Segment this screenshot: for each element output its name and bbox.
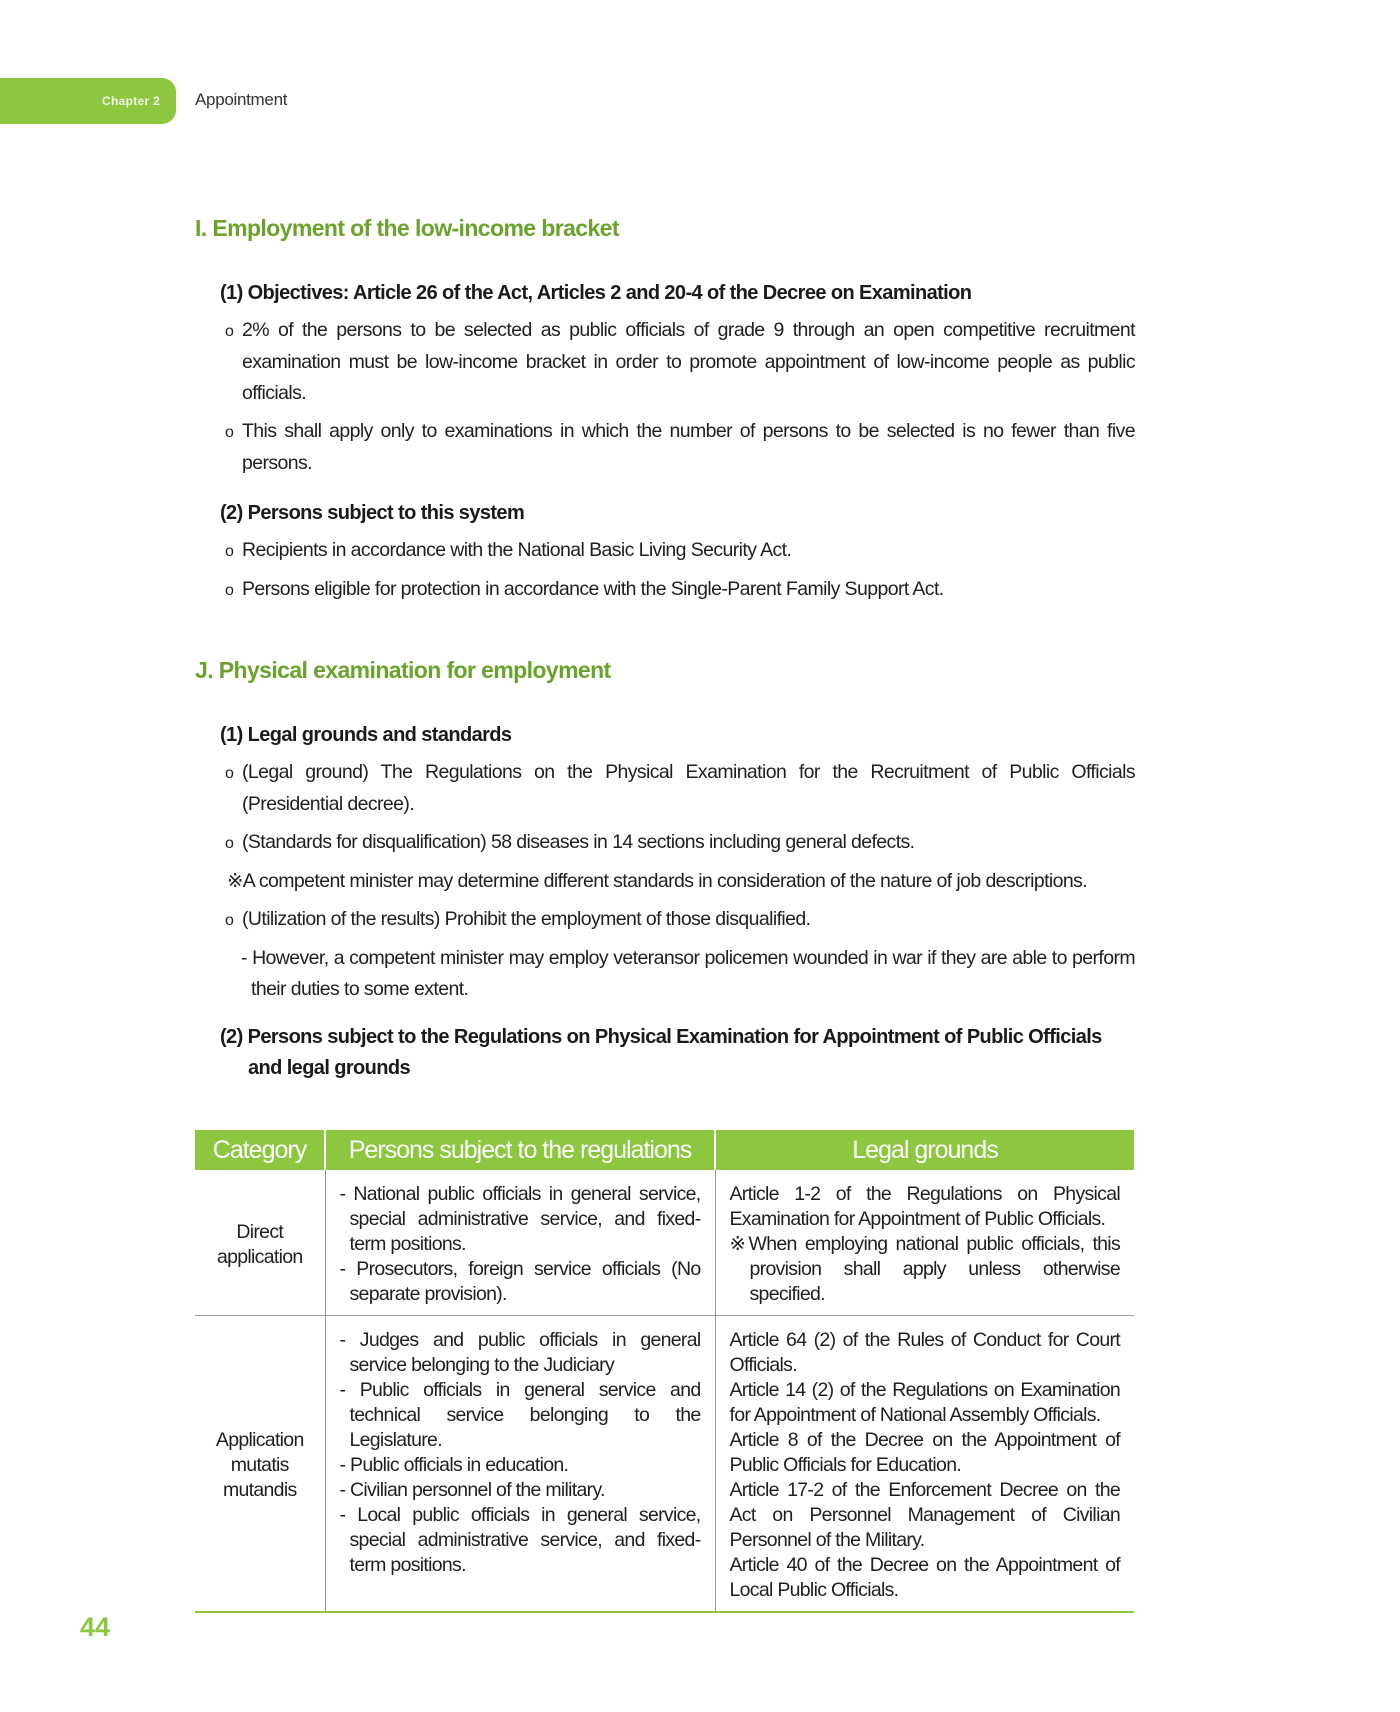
list-item: Article 40 of the Decree on the Appointment of Local Public Officials.	[729, 1554, 1120, 1601]
bullet-item: o This shall apply only to examinations in which the number of persons to be selected is no fewer than five persons.	[225, 416, 1135, 479]
bullet-mark: o	[225, 424, 234, 441]
section-i-subtitle-1: (1) Objectives: Article 26 of the Act, Articles 2 and 20-4 of the Decree on Examination	[220, 282, 972, 304]
list-item: Article 64 (2) of the Rules of Conduct for Court Officials.	[729, 1329, 1120, 1376]
list-item: - Public officials in general service and technical service belonging to the Legislature.	[339, 1379, 701, 1451]
column-header-category: Category	[195, 1130, 325, 1170]
bullet-item: o Persons eligible for protection in accordance with the Single-Parent Family Support Act.	[225, 574, 1135, 606]
bullet-mark: o	[225, 543, 234, 560]
bullet-mark: o	[225, 582, 234, 599]
chapter-tab	[0, 78, 176, 124]
bullet-mark: o	[225, 835, 234, 852]
table-header-row	[195, 1130, 1134, 1170]
bullet-item: o Recipients in accordance with the National Basic Living Security Act.	[225, 535, 1135, 567]
persons-cell	[325, 1316, 715, 1613]
list-item: Article 8 of the Decree on the Appointment of Public Officials for Education.	[729, 1429, 1120, 1476]
list-item: - Civilian personnel of the military.	[339, 1479, 605, 1501]
list-item: - National public officials in general service, special administrative service, and fixed-term positions.	[339, 1183, 701, 1255]
column-header-persons: Persons subject to the regulations	[325, 1130, 715, 1170]
bullet-item: o (Standards for disqualification) 58 diseases in 14 sections including general defects.	[225, 827, 1135, 859]
page-number: 44	[80, 1612, 111, 1642]
section-i-subtitle-2: (2) Persons subject to this system	[220, 502, 525, 524]
bullet-item: o (Utilization of the results) Prohibit the employment of those disqualified.	[225, 904, 1135, 936]
section-j-subtitle-2: (2) Persons subject to the Regulations on Physical Examination for Appointment of Public Officials and legal grounds	[220, 1026, 1102, 1079]
list-item: - Prosecutors, foreign service officials (No separate provision).	[339, 1258, 701, 1305]
list-item: Article 1-2 of the Regulations on Physical Examination for Appointment of Public Officials.	[729, 1183, 1120, 1230]
chapter-title: Appointment	[195, 90, 288, 109]
bullet-item: o (Legal ground) The Regulations on the Physical Examination for the Recruitment of Public Officials (Presidential decree).	[225, 757, 1135, 820]
section-j-subtitle-1: (1) Legal grounds and standards	[220, 724, 512, 746]
legal-grounds-cell	[715, 1316, 1134, 1613]
list-item: - Judges and public officials in general service belonging to the Judiciary	[339, 1329, 701, 1376]
category-cell: Direct application	[195, 1170, 325, 1316]
page-content	[195, 215, 1135, 1084]
bullet-mark: o	[225, 912, 234, 929]
bullet-mark: o	[225, 765, 234, 782]
note-item: ※When employing national public officials, this provision shall apply unless otherwise specified.	[729, 1233, 1120, 1305]
persons-cell	[325, 1170, 715, 1316]
column-header-legal-grounds: Legal grounds	[715, 1130, 1134, 1170]
table-row	[195, 1316, 1134, 1613]
legal-grounds-cell	[715, 1170, 1134, 1316]
list-item: Article 14 (2) of the Regulations on Examination for Appointment of National Assembly Officials.	[729, 1379, 1120, 1426]
list-item: - Public officials in education.	[339, 1454, 569, 1476]
bullet-mark: o	[225, 323, 234, 340]
dash-item: - However, a competent minister may employ veteransor policemen wounded in war if they are able to perform their duties to some extent.	[241, 947, 1135, 1000]
list-item: Article 17-2 of the Enforcement Decree on the Act on Personnel Management of Civilian Personnel of the Military.	[729, 1479, 1120, 1551]
bullet-item: o 2% of the persons to be selected as public officials of grade 9 through an open competitive recruitment examination must be low-income bracket in order to promote appointment of low-income people as public officials.	[225, 315, 1135, 409]
note-item: ※A competent minister may determine different standards in consideration of the nature of job descriptions.	[227, 870, 1088, 892]
table-row	[195, 1170, 1134, 1316]
section-j-title: J. Physical examination for employment	[195, 657, 611, 683]
section-i-title: I. Employment of the low-income bracket	[195, 215, 619, 241]
chapter-label: Chapter 2	[102, 94, 161, 108]
list-item: - Local public officials in general service, special administrative service, and fixed-term positions.	[339, 1504, 701, 1576]
regulations-table	[195, 1130, 1134, 1613]
category-cell: Application mutatis mutandis	[195, 1316, 325, 1613]
